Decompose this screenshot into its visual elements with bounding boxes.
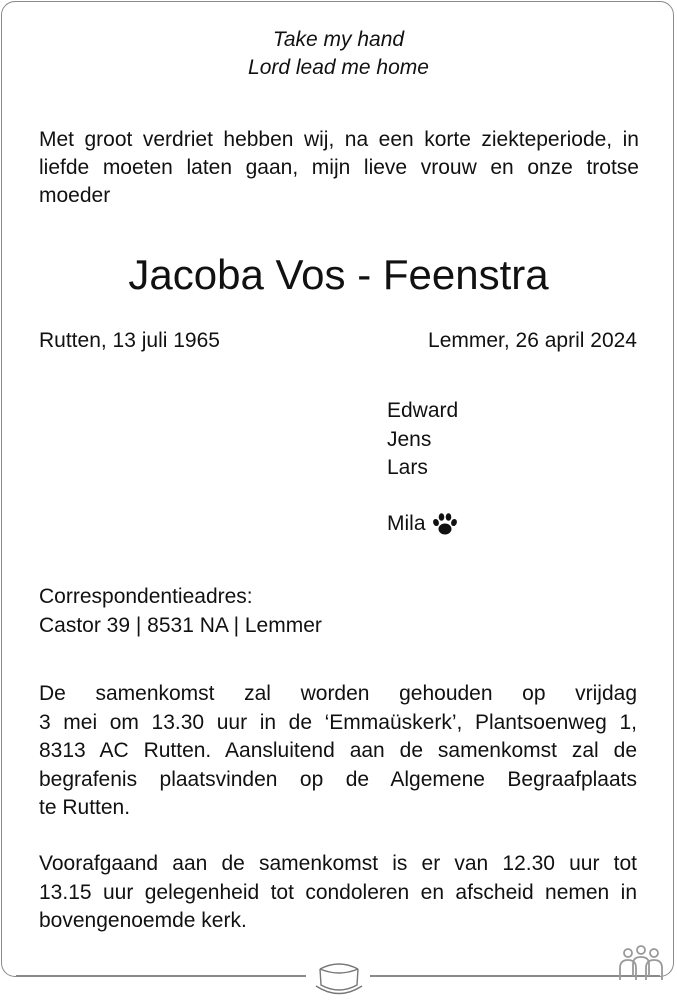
service-line: De samenkomst zal worden gehouden op vrijdag (39, 682, 637, 705)
pet-name: Mila (387, 512, 426, 535)
poem-line-1: Take my hand (272, 28, 405, 51)
service-line: te Rutten. (39, 796, 131, 819)
service-line: begrafenis plaatsvinden op de Algemene Begraafplaats (39, 767, 637, 791)
service-line: 8313 AC Rutten. Aansluitend aan de samenkomst zal de (39, 739, 637, 762)
family-member: Lars (387, 456, 428, 479)
correspondence-address: Castor 39 | 8531 NA | Lemmer (39, 614, 322, 637)
visit-line: Voorafgaand aan de samenkomst is er van 12.30 uur tot (39, 852, 637, 875)
pet-entry (387, 512, 458, 536)
correspondence-label: Correspondentieadres: (39, 585, 253, 608)
deceased-name: Jacoba Vos - Feenstra (128, 251, 549, 298)
hat-logo-icon (314, 955, 364, 1000)
intro-text: Met groot verdriet hebben wij, na een korte ziekteperiode, in liefde moeten laten gaan, mijn lieve vrouw en onze trotse moeder (39, 128, 639, 207)
death-info: Lemmer, 26 april 2024 (428, 329, 637, 352)
visit-line: bovengenoemde kerk. (39, 909, 247, 932)
service-line: 3 mei om 13.30 uur in de ‘Emmaüskerk’, Plantsoenweg 1, (39, 710, 637, 734)
visit-line: 13.15 uur gelegenheid tot condoleren en afscheid nemen in (39, 880, 637, 904)
frame-bottom-left (16, 975, 306, 977)
correspondence-block (39, 582, 322, 640)
service-paragraph (39, 680, 637, 823)
birth-info: Rutten, 13 juli 1965 (39, 329, 220, 352)
visit-paragraph (39, 850, 637, 936)
people-icon (617, 944, 665, 984)
paw-icon (432, 512, 458, 536)
family-member: Jens (387, 427, 432, 451)
family-member: Edward (387, 399, 459, 422)
poem-line-2: Lord lead me home (248, 56, 429, 79)
family-list (387, 397, 458, 483)
